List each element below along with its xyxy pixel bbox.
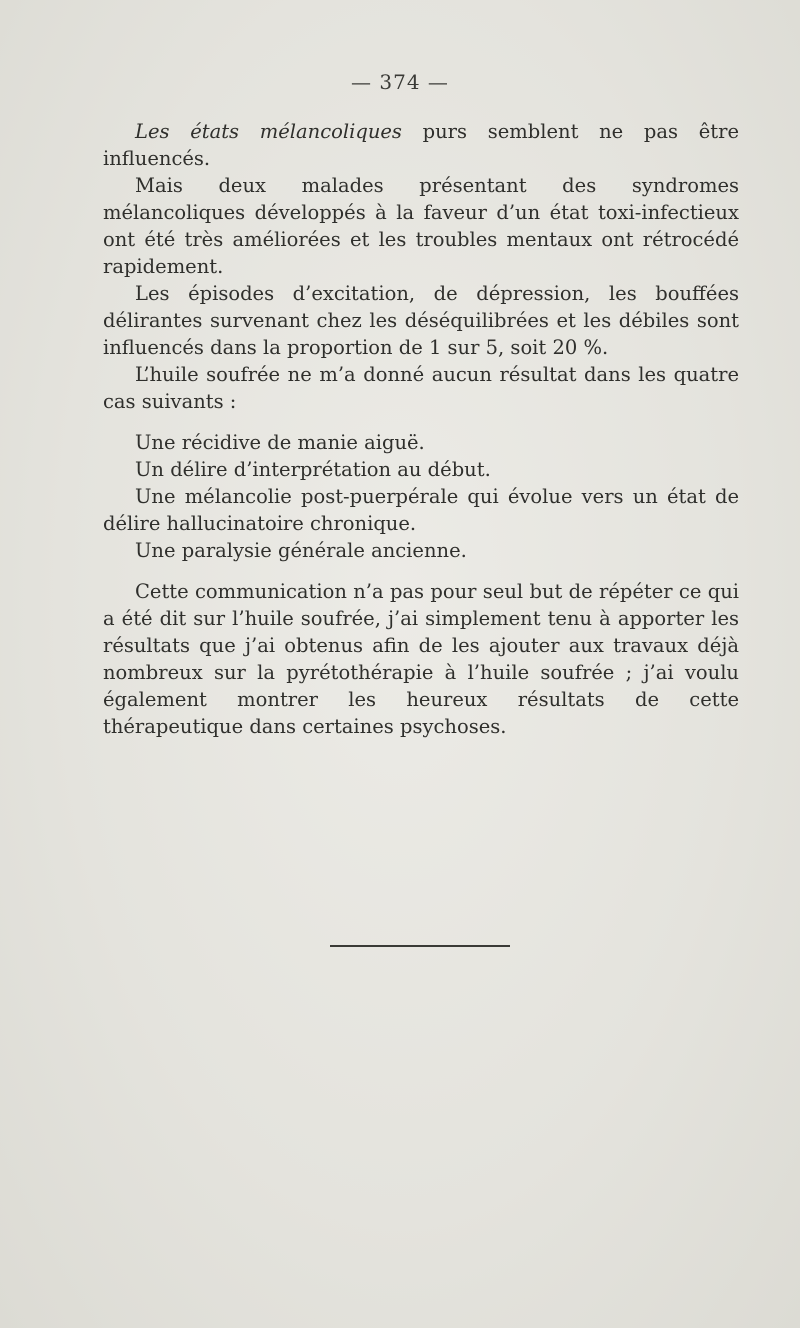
section-end-rule — [330, 945, 510, 947]
page-number: — 374 — — [351, 70, 449, 94]
italic-lead: Les états mélancoliques — [135, 120, 402, 143]
paragraph-melancholic-states — [103, 118, 739, 172]
paragraph-text: purs semblent ne pas être influencés. — [103, 120, 739, 170]
case-item: Un délire d’interprétation au début. — [135, 458, 491, 481]
paragraph-two-patients: Mais deux malades présentant des syndromes mélancoliques développés à la faveur d’un état toxi-infectieux ont été très améliorées et les troubles mentaux ont rétrocédé rapidement. — [103, 174, 739, 278]
paragraph-conclusion: Cette communication n’a pas pour seul but de répéter ce qui a été dit sur l’huile soufrée, j’ai simplement tenu à apporter les résultats que j’ai obtenus afin de les ajouter aux travaux déjà nombreux sur la pyrétothérapie à l’huile soufrée ; j’ai voulu également montrer les heureux résultats de cette thérapeutique dans certaines psychoses. — [103, 580, 739, 738]
case-item: Une mélancolie post-puerpérale qui évolue vers un état de délire hallucinatoire chronique. — [103, 485, 739, 535]
paragraph-episodes: Les épisodes d’excitation, de dépression, les bouffées délirantes survenant chez les déséquilibrées et les débiles sont influencés dans la proportion de 1 sur 5, soit 20 %. — [103, 282, 739, 359]
case-item: Une récidive de manie aiguë. — [135, 431, 425, 454]
case-item: Une paralysie générale ancienne. — [135, 539, 467, 562]
paragraph-no-result: L’huile soufrée ne m’a donné aucun résultat dans les quatre cas suivants : — [103, 363, 739, 413]
body-text — [103, 118, 739, 740]
